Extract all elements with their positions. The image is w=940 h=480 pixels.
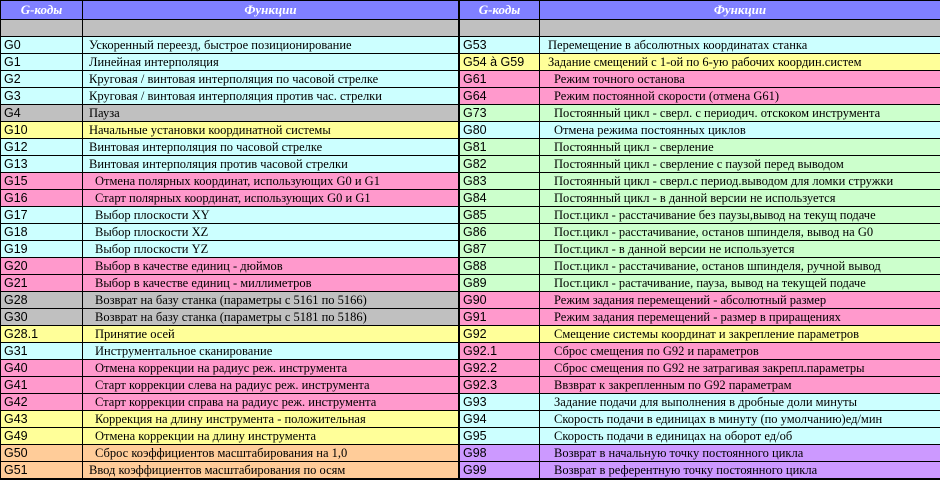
blank-cell: [1, 20, 82, 36]
gcode-right-19: G92.2: [460, 360, 539, 376]
function-right-0: Перемещение в абсолютных координатах станка: [540, 37, 940, 53]
gcode-right-18: G92.1: [460, 343, 539, 359]
function-right-12: Пост.цикл - в данной версии не используется: [540, 241, 940, 257]
function-right-15: Режим задания перемещений - абсолютный размер: [540, 292, 940, 308]
gcode-right-23: G95: [460, 428, 539, 444]
function-right-17: Смещение системы координат и закрепление параметров: [540, 326, 940, 342]
function-right-20: Ввзврат к закрепленным по G92 параметрам: [540, 377, 940, 393]
gcode-right-14: G89: [460, 275, 539, 291]
function-right-4: Постоянный цикл - сверл. с периодич. отскоком инструмента: [540, 105, 940, 121]
function-left-5: Начальные установки координатной системы: [83, 122, 458, 138]
function-left-8: Отмена полярных координат, использующих G0 и G1: [83, 173, 458, 189]
function-left-10: Выбор плоскости XY: [83, 207, 458, 223]
function-right-22: Скорость подачи в единицах в минуту (по умолчанию)ед/мин: [540, 411, 940, 427]
function-right-25: Возврат в референтную точку постоянного цикла: [540, 462, 940, 478]
function-right-19: Сброс смещения по G92 не затрагивая закрепл.параметры: [540, 360, 940, 376]
gcode-left-16: G30: [1, 309, 82, 325]
function-right-18: Сброс смещения по G92 и параметров: [540, 343, 940, 359]
gcode-left-24: G50: [1, 445, 82, 461]
gcode-right-1: G54 à G59: [460, 54, 539, 70]
function-left-11: Выбор плоскости XZ: [83, 224, 458, 240]
gcode-right-16: G91: [460, 309, 539, 325]
function-right-6: Постоянный цикл - сверление: [540, 139, 940, 155]
function-left-6: Винтовая интерполяция по часовой стрелке: [83, 139, 458, 155]
gcode-left-3: G3: [1, 88, 82, 104]
function-left-20: Старт коррекции слева на радиус реж. инструмента: [83, 377, 458, 393]
function-right-1: Задание смещений с 1-ой по 6-ую рабочих координ.систем: [540, 54, 940, 70]
gcode-right-8: G83: [460, 173, 539, 189]
function-right-14: Пост.цикл - растачивание, пауза, вывод на текущей подаче: [540, 275, 940, 291]
gcode-right-2: G61: [460, 71, 539, 87]
function-left-4: Пауза: [83, 105, 458, 121]
gcode-left-2: G2: [1, 71, 82, 87]
gcode-right-17: G92: [460, 326, 539, 342]
gcode-left-0: G0: [1, 37, 82, 53]
gcode-left-1: G1: [1, 54, 82, 70]
gcode-left-15: G28: [1, 292, 82, 308]
gcode-right-6: G81: [460, 139, 539, 155]
gcode-right-0: G53: [460, 37, 539, 53]
gcode-left-7: G13: [1, 156, 82, 172]
gcode-left-5: G10: [1, 122, 82, 138]
function-left-16: Возврат на базу станка (параметры с 5181 по 5186): [83, 309, 458, 325]
gcode-left-22: G43: [1, 411, 82, 427]
function-right-16: Режим задания перемещений - размер в приращениях: [540, 309, 940, 325]
gcode-left-25: G51: [1, 462, 82, 478]
function-right-5: Отмена режима постоянных циклов: [540, 122, 940, 138]
function-right-23: Скорость подачи в единицах на оборот ед/об: [540, 428, 940, 444]
gcode-left-23: G49: [1, 428, 82, 444]
gcode-right-3: G64: [460, 88, 539, 104]
blank-cell: [540, 20, 940, 36]
gcode-right-10: G85: [460, 207, 539, 223]
function-right-24: Возврат в начальную точку постоянного цикла: [540, 445, 940, 461]
gcode-right-11: G86: [460, 224, 539, 240]
function-left-17: Принятие осей: [83, 326, 458, 342]
gcode-left-19: G40: [1, 360, 82, 376]
blank-cell: [83, 20, 458, 36]
gcode-left-8: G15: [1, 173, 82, 189]
function-left-9: Старт полярных координат, использующих G0 и G1: [83, 190, 458, 206]
gcode-right-21: G93: [460, 394, 539, 410]
gcode-right-12: G87: [460, 241, 539, 257]
gcode-right-20: G92.3: [460, 377, 539, 393]
blank-cell: [460, 20, 539, 36]
function-left-0: Ускоренный переезд, быстрое позиционирование: [83, 37, 458, 53]
header-left-codes: G-коды: [1, 1, 82, 19]
gcode-left-17: G28.1: [1, 326, 82, 342]
header-right-codes: G-коды: [460, 1, 539, 19]
gcode-left-6: G12: [1, 139, 82, 155]
gcode-right-15: G90: [460, 292, 539, 308]
function-left-15: Возврат на базу станка (параметры с 5161 по 5166): [83, 292, 458, 308]
gcode-left-4: G4: [1, 105, 82, 121]
gcode-left-21: G42: [1, 394, 82, 410]
function-left-1: Линейная интерполяция: [83, 54, 458, 70]
function-right-21: Задание подачи для выполнения в дробные доли минуты: [540, 394, 940, 410]
gcode-left-10: G17: [1, 207, 82, 223]
function-left-23: Отмена коррекции на длину инструмента: [83, 428, 458, 444]
function-right-13: Пост.цикл - расстачивание, останов шпинделя, ручной вывод: [540, 258, 940, 274]
gcode-right-9: G84: [460, 190, 539, 206]
function-right-10: Пост.цикл - расстачивание без паузы,вывод на текущ подаче: [540, 207, 940, 223]
gcode-right-7: G82: [460, 156, 539, 172]
function-left-2: Круговая / винтовая интерполяция по часовой стрелке: [83, 71, 458, 87]
function-left-21: Старт коррекции справа на радиус реж. инструмента: [83, 394, 458, 410]
function-left-25: Ввод коэффициентов масштабирования по осям: [83, 462, 458, 478]
function-left-22: Коррекция на длину инструмента - положительная: [83, 411, 458, 427]
function-left-13: Выбор в качестве единиц - дюймов: [83, 258, 458, 274]
gcode-right-4: G73: [460, 105, 539, 121]
gcode-left-9: G16: [1, 190, 82, 206]
function-right-11: Пост.цикл - расстачивание, останов шпинделя, вывод на G0: [540, 224, 940, 240]
function-left-18: Инструментальное сканирование: [83, 343, 458, 359]
gcode-left-13: G20: [1, 258, 82, 274]
function-left-14: Выбор в качестве единиц - миллиметров: [83, 275, 458, 291]
gcode-left-20: G41: [1, 377, 82, 393]
function-left-7: Винтовая интерполяция против часовой стрелки: [83, 156, 458, 172]
function-left-12: Выбор плоскости YZ: [83, 241, 458, 257]
function-left-19: Отмена коррекции на радиус реж. инструмента: [83, 360, 458, 376]
gcode-left-18: G31: [1, 343, 82, 359]
gcode-left-14: G21: [1, 275, 82, 291]
gcode-right-13: G88: [460, 258, 539, 274]
gcode-right-25: G99: [460, 462, 539, 478]
function-left-3: Круговая / винтовая интерполяция против час. стрелки: [83, 88, 458, 104]
function-right-3: Режим постоянной скорости (отмена G61): [540, 88, 940, 104]
header-left-functions: Функции: [83, 1, 458, 19]
gcode-right-5: G80: [460, 122, 539, 138]
function-right-8: Постоянный цикл - сверл.с период.выводом для ломки стружки: [540, 173, 940, 189]
gcode-right-22: G94: [460, 411, 539, 427]
gcode-left-12: G19: [1, 241, 82, 257]
function-left-24: Сброс коэффициентов масштабирования на 1,0: [83, 445, 458, 461]
function-right-9: Постоянный цикл - в данной версии не используется: [540, 190, 940, 206]
gcode-right-24: G98: [460, 445, 539, 461]
function-right-2: Режим точного останова: [540, 71, 940, 87]
gcode-left-11: G18: [1, 224, 82, 240]
function-right-7: Постоянный цикл - сверление с паузой перед выводом: [540, 156, 940, 172]
header-right-functions: Функции: [540, 1, 940, 19]
